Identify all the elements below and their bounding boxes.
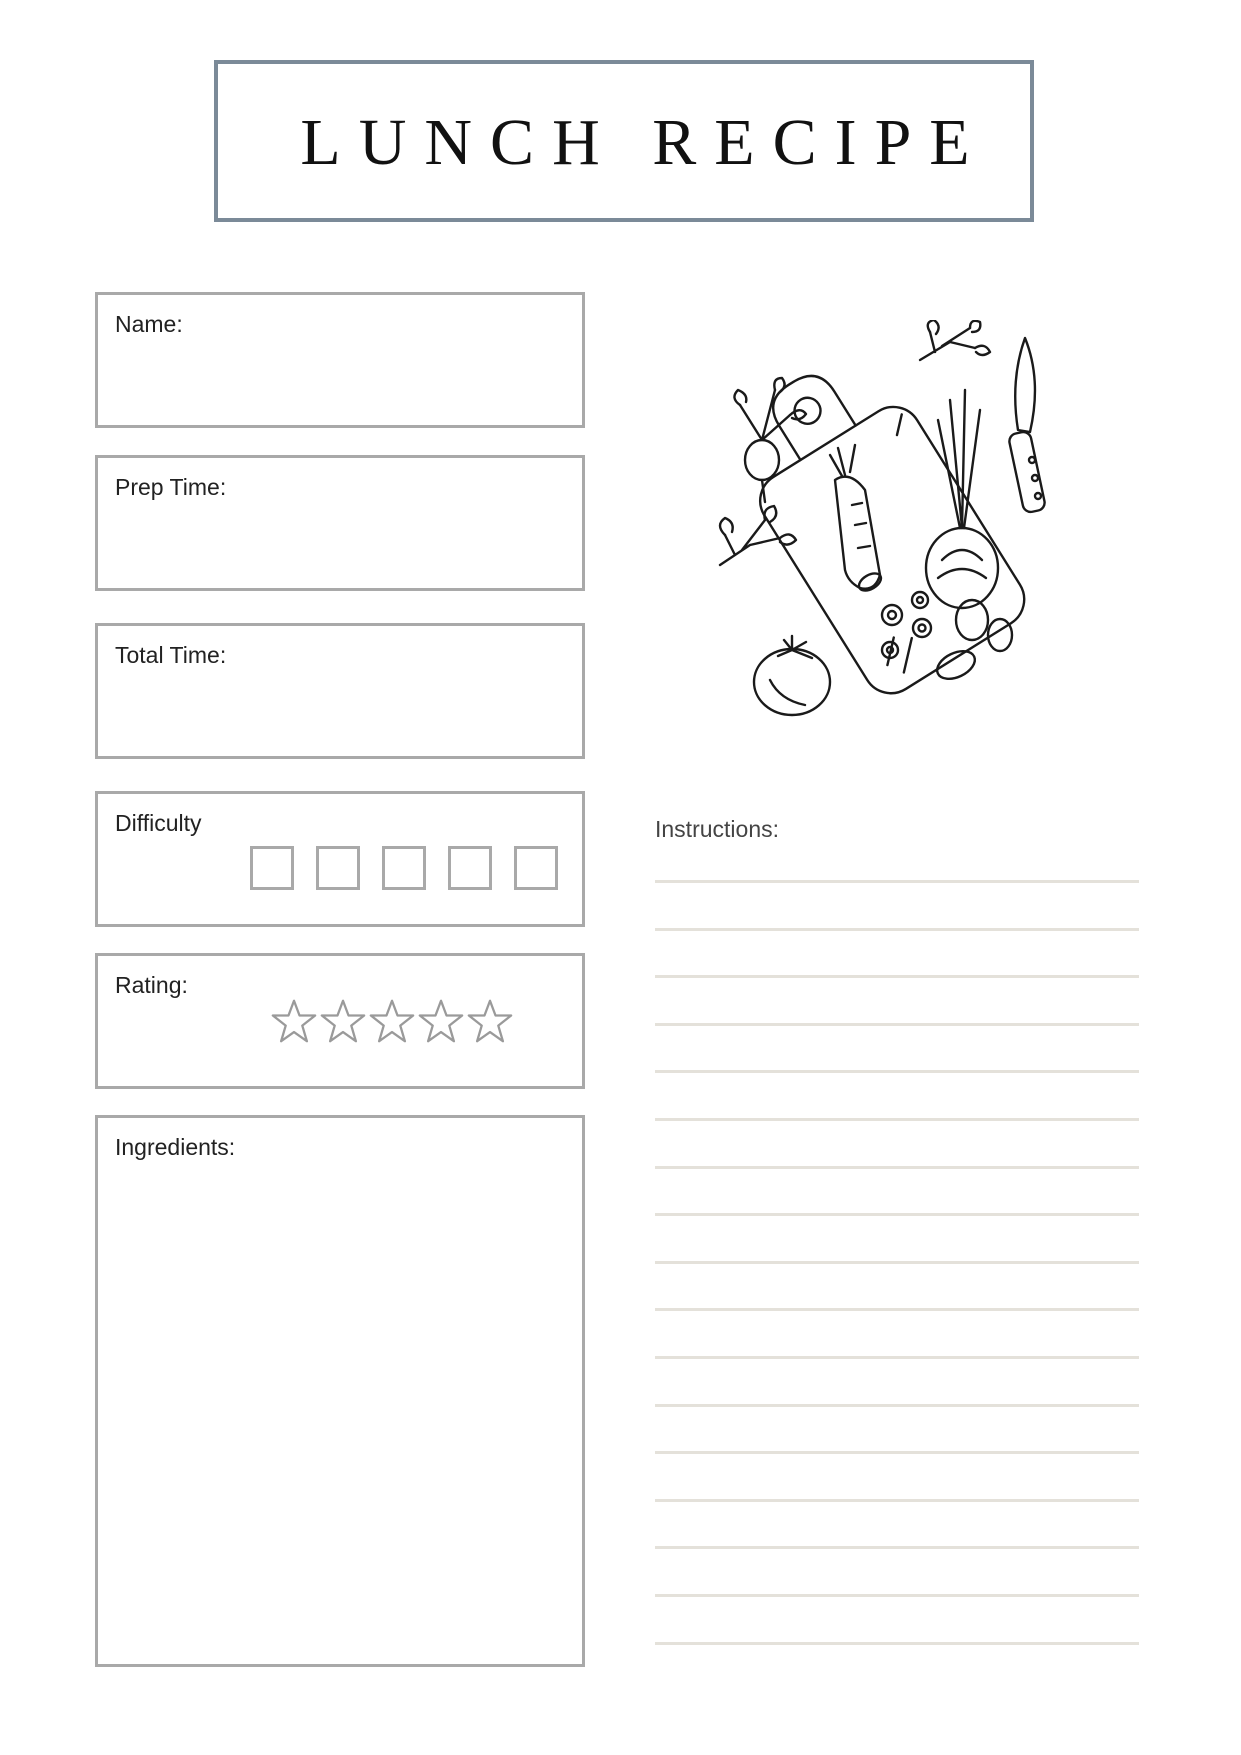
instruction-line[interactable] bbox=[655, 1023, 1139, 1026]
ingredients-field[interactable] bbox=[95, 1115, 585, 1667]
instruction-line[interactable] bbox=[655, 1404, 1139, 1407]
title-frame bbox=[214, 60, 1034, 222]
star-icon-4[interactable] bbox=[418, 998, 464, 1044]
star-icon-5[interactable] bbox=[467, 998, 513, 1044]
instruction-line[interactable] bbox=[655, 1499, 1139, 1502]
difficulty-label: Difficulty bbox=[115, 810, 202, 836]
name-field[interactable] bbox=[95, 292, 585, 428]
instruction-line[interactable] bbox=[655, 1166, 1139, 1169]
total-time-label: Total Time: bbox=[115, 642, 227, 668]
difficulty-checkbox-2[interactable] bbox=[316, 846, 360, 890]
difficulty-checkbox-3[interactable] bbox=[382, 846, 426, 890]
instruction-line[interactable] bbox=[655, 975, 1139, 978]
instruction-line[interactable] bbox=[655, 1451, 1139, 1454]
instruction-line[interactable] bbox=[655, 1594, 1139, 1597]
instruction-line[interactable] bbox=[655, 1213, 1139, 1216]
instruction-line[interactable] bbox=[655, 1261, 1139, 1264]
difficulty-checkbox-1[interactable] bbox=[250, 846, 294, 890]
instruction-line[interactable] bbox=[655, 1546, 1139, 1549]
instruction-line[interactable] bbox=[655, 1642, 1139, 1645]
star-icon-2[interactable] bbox=[320, 998, 366, 1044]
instruction-line[interactable] bbox=[655, 1118, 1139, 1121]
difficulty-checkbox-4[interactable] bbox=[448, 846, 492, 890]
rating-field bbox=[95, 953, 585, 1089]
difficulty-checkbox-5[interactable] bbox=[514, 846, 558, 890]
cutting-board-vegetables-icon bbox=[680, 320, 1100, 740]
page-title: LUNCH RECIPE bbox=[300, 106, 988, 179]
instruction-line[interactable] bbox=[655, 1070, 1139, 1073]
instruction-line[interactable] bbox=[655, 1356, 1139, 1359]
instruction-line[interactable] bbox=[655, 1308, 1139, 1311]
name-label: Name: bbox=[115, 311, 183, 337]
instruction-line[interactable] bbox=[655, 928, 1139, 931]
instruction-line[interactable] bbox=[655, 880, 1139, 883]
prep-time-label: Prep Time: bbox=[115, 474, 227, 500]
ingredients-label: Ingredients: bbox=[115, 1134, 236, 1160]
star-icon-3[interactable] bbox=[369, 998, 415, 1044]
instructions-label: Instructions: bbox=[655, 816, 779, 842]
star-icon-1[interactable] bbox=[271, 998, 317, 1044]
rating-label: Rating: bbox=[115, 972, 188, 998]
prep-time-field[interactable] bbox=[95, 455, 585, 591]
total-time-field[interactable] bbox=[95, 623, 585, 759]
difficulty-field bbox=[95, 791, 585, 927]
